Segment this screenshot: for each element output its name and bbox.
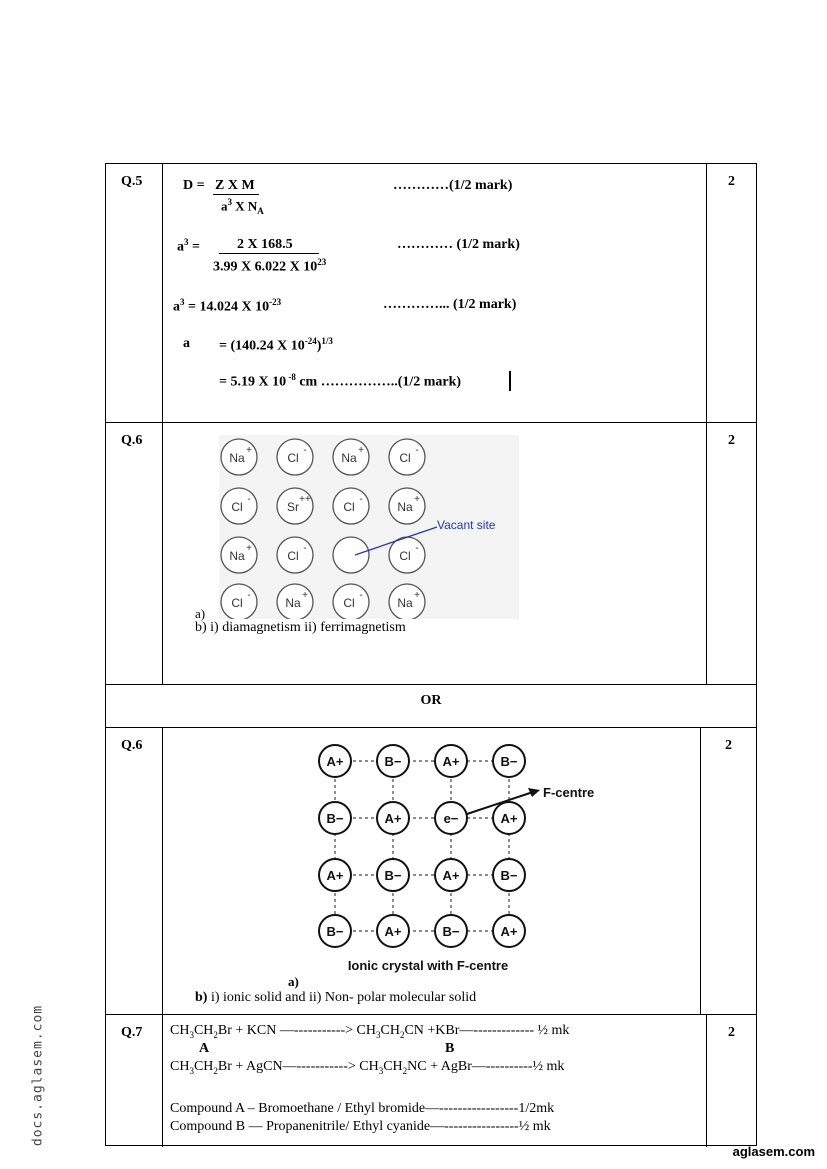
ion-charge: - bbox=[415, 445, 419, 456]
ion-charge: + bbox=[302, 590, 308, 601]
mark-note: …………... (1/2 mark) bbox=[383, 297, 517, 312]
question-number: Q.7 bbox=[121, 1025, 143, 1040]
ion-label: Na bbox=[285, 596, 301, 610]
ion-label: Cl bbox=[399, 451, 411, 465]
ion-label: A+ bbox=[442, 754, 460, 769]
ion-label: Cl bbox=[343, 500, 355, 514]
ion-charge: - bbox=[359, 590, 363, 601]
question-number-cell bbox=[106, 728, 163, 1014]
lattice-svg bbox=[219, 435, 519, 619]
f-centre-label: F-centre bbox=[543, 785, 595, 800]
ion-charge: + bbox=[414, 494, 420, 505]
ion-label: B− bbox=[500, 868, 518, 883]
a-cube-value: $a^3 = 14.024$ X $10^{-23}$ bbox=[173, 297, 282, 315]
question-number: Q.5 bbox=[121, 174, 143, 189]
ion-label: A+ bbox=[326, 868, 344, 883]
ion-charge: ++ bbox=[299, 494, 311, 505]
question-number-cell bbox=[106, 164, 163, 422]
a-cube-numerator: 2 X 168.5 bbox=[219, 237, 319, 254]
figure-caption: Ionic crystal with F-centre bbox=[347, 958, 509, 973]
compound-b-answer: Compound B — Propanenitrile/ Ethyl cyanide—----------------½ mk bbox=[170, 1119, 551, 1134]
marks-value: 2 bbox=[725, 738, 732, 753]
question-number: Q.6 bbox=[121, 738, 143, 753]
compound-a-answer: Compound A – Bromoethane / Ethyl bromide—-----------------1/2mk bbox=[170, 1101, 555, 1116]
q7-row bbox=[106, 1015, 756, 1147]
ion-label: Na bbox=[341, 451, 357, 465]
q6a-answer bbox=[163, 423, 706, 684]
marks-value: 2 bbox=[728, 1025, 735, 1040]
marks-value: 2 bbox=[728, 433, 735, 448]
ion-label: A+ bbox=[500, 924, 518, 939]
text-cursor bbox=[509, 371, 511, 391]
schottky-lattice-figure bbox=[219, 435, 519, 619]
a-cube-denominator: 3.99 X 6.022 X $10^{23}$ bbox=[213, 257, 327, 275]
or-row bbox=[106, 685, 756, 728]
marks-value: 2 bbox=[728, 174, 735, 189]
question-number-cell bbox=[106, 1015, 163, 1147]
ion-charge: - bbox=[303, 445, 307, 456]
ion-label: Cl bbox=[287, 451, 299, 465]
q6a-row bbox=[106, 423, 756, 685]
ion-label: A+ bbox=[384, 811, 402, 826]
mark-note: …………(1/2 mark) bbox=[393, 178, 513, 193]
mark-note: ………… (1/2 mark) bbox=[397, 237, 520, 252]
ion-label: Na bbox=[397, 596, 413, 610]
marks-cell bbox=[700, 728, 756, 1014]
ion-charge: + bbox=[358, 445, 364, 456]
ion-label: Na bbox=[229, 549, 245, 563]
footer-brand: aglasem.com bbox=[732, 1144, 815, 1159]
reaction-2: $CH_3CH_2Br$ + AgCN—-----------> $CH_3CH_2NC$ + AgBr—----------½ mk bbox=[170, 1059, 565, 1076]
ion-label: B− bbox=[384, 754, 402, 769]
ion-label: Cl bbox=[287, 549, 299, 563]
ion-label: Cl bbox=[231, 596, 243, 610]
or-divider-text: OR bbox=[420, 693, 442, 708]
edge-length-result: = 5.19 X 10 $^{-8}$ cm ……………..(1/2 mark) bbox=[219, 372, 462, 390]
lattice-ion-circle bbox=[333, 537, 369, 573]
reaction-1: $CH_3CH_2Br$ + KCN —-----------> $CH_3CH_2CN$ +KBr—------------- ½ mk bbox=[170, 1023, 570, 1040]
ion-label: B− bbox=[442, 924, 460, 939]
part-a-label: a) bbox=[288, 974, 299, 989]
f-centre-lattice-figure bbox=[308, 734, 608, 974]
ion-label: Sr bbox=[287, 500, 299, 514]
ion-label: Cl bbox=[343, 596, 355, 610]
ion-label: A+ bbox=[442, 868, 460, 883]
ion-label: e− bbox=[443, 811, 459, 826]
q6b-answer bbox=[163, 728, 700, 1014]
ion-label: B− bbox=[326, 924, 344, 939]
marks-cell bbox=[706, 423, 756, 684]
ion-charge: + bbox=[246, 543, 252, 554]
ion-label: A+ bbox=[326, 754, 344, 769]
ion-charge: + bbox=[246, 445, 252, 456]
part-b-answer: b) i) ionic solid and ii) Non- polar molecular solid bbox=[195, 990, 477, 1005]
density-numerator: Z X M bbox=[213, 178, 259, 195]
side-watermark bbox=[18, 1000, 46, 1158]
lattice-svg bbox=[308, 734, 608, 974]
vacant-site-label: Vacant site bbox=[437, 518, 496, 532]
ion-charge: + bbox=[414, 590, 420, 601]
q5-answer bbox=[163, 164, 706, 422]
ion-label: Cl bbox=[231, 500, 243, 514]
ion-charge: - bbox=[247, 494, 251, 505]
question-number-cell bbox=[106, 423, 163, 684]
ion-charge: - bbox=[247, 590, 251, 601]
question-number: Q.6 bbox=[121, 433, 143, 448]
product-label-b: B bbox=[445, 1041, 455, 1056]
marks-cell bbox=[706, 1015, 756, 1147]
answer-table bbox=[105, 163, 757, 1146]
q6b-row bbox=[106, 728, 756, 1015]
ion-label: A+ bbox=[384, 924, 402, 939]
density-denominator: $a^3$ X $N_A$ bbox=[221, 197, 264, 216]
ion-charge: - bbox=[303, 543, 307, 554]
part-a-label: a) bbox=[195, 606, 206, 621]
part-b-answer: b) i) diamagnetism ii) ferrimagnetism bbox=[195, 620, 406, 635]
product-label-a: A bbox=[199, 1041, 210, 1056]
a-cube-lhs: $a^3$ = bbox=[177, 237, 200, 255]
a-cube-root: = (140.24 X $10^{-24})^{1/3}$ bbox=[219, 336, 333, 354]
watermark-text: docs.aglasem.com bbox=[30, 1004, 46, 1147]
a-symbol: a bbox=[183, 336, 190, 351]
density-lhs: D = bbox=[183, 178, 205, 193]
ion-label: A+ bbox=[500, 811, 518, 826]
ion-label: B− bbox=[326, 811, 344, 826]
q5-row bbox=[106, 164, 756, 423]
ion-label: Na bbox=[229, 451, 245, 465]
marks-cell bbox=[706, 164, 756, 422]
ion-label: B− bbox=[500, 754, 518, 769]
q7-answer bbox=[163, 1015, 706, 1147]
ion-charge: - bbox=[359, 494, 363, 505]
ion-label: B− bbox=[384, 868, 402, 883]
ion-label: Cl bbox=[399, 549, 411, 563]
ion-label: Na bbox=[397, 500, 413, 514]
ion-charge: - bbox=[415, 543, 419, 554]
